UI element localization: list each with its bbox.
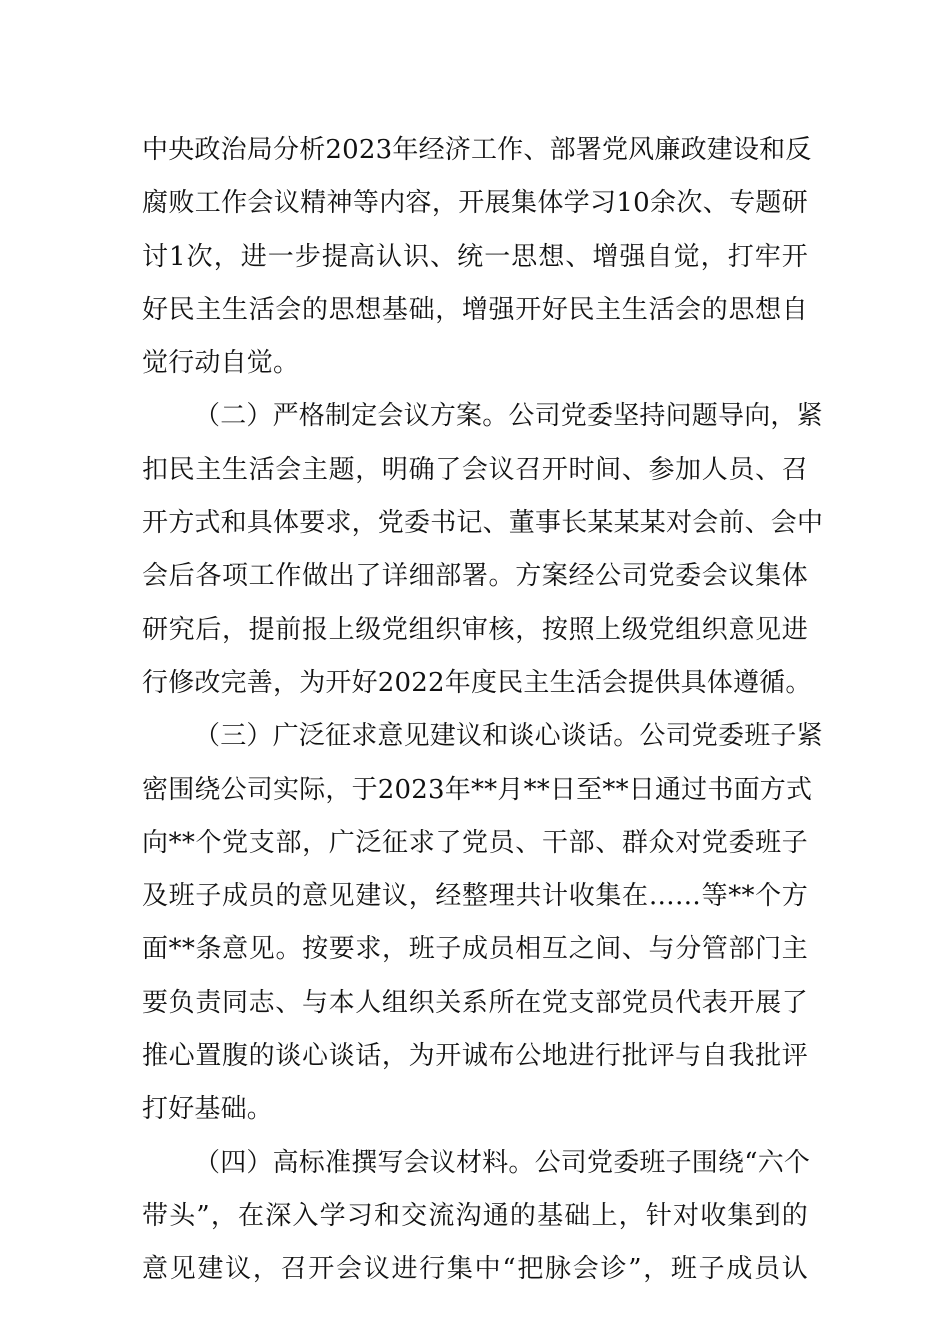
text-line: 要负责同志、与本人组织关系所在党支部党员代表开展了 — [142, 987, 808, 1018]
text-line: 开方式和具体要求，党委书记、董事长某某某对会前、会中 — [142, 508, 824, 539]
text-line: 带头”，在深入学习和交流沟通的基础上，针对收集到的 — [142, 1200, 808, 1231]
text-line: 面**条意见。按要求，班子成员相互之间、与分管部门主 — [142, 934, 808, 965]
text-line: 及班子成员的意见建议，经整理共计收集在……等**个方 — [142, 881, 808, 912]
text-line: 腐败工作会议精神等内容，开展集体学习10余次、专题研 — [142, 188, 808, 219]
text-line: 好民主生活会的思想基础，增强开好民主生活会的思想自 — [142, 294, 808, 325]
text-line: 扣民主生活会主题，明确了会议召开时间、参加人员、召 — [142, 454, 808, 485]
paragraph-first-line: （三）广泛征求意见建议和谈心谈话。公司党委班子紧 — [194, 721, 823, 752]
text-line: 会后各项工作做出了详细部署。方案经公司党委会议集体 — [142, 561, 808, 592]
text-line: 中央政治局分析2023年经济工作、部署党风廉政建设和反 — [142, 135, 812, 165]
text-line: 向**个党支部，广泛征求了党员、干部、群众对党委班子 — [142, 827, 808, 858]
paragraph-first-line: （四）高标准撰写会议材料。公司党委班子围绕“六个 — [194, 1147, 811, 1178]
text-line: 推心置腹的谈心谈话，为开诚布公地进行批评与自我批评 — [142, 1041, 808, 1072]
paragraph-first-line: （二）严格制定会议方案。公司党委坚持问题导向，紧 — [194, 401, 823, 432]
text-line: 觉行动自觉。 — [142, 348, 300, 379]
text-line: 讨1次，进一步提高认识、统一思想、增强自觉，打牢开 — [142, 241, 808, 272]
text-line: 密围绕公司实际，于2023年**月**日至**日通过书面方式 — [142, 774, 813, 805]
text-line: 意见建议，召开会议进行集中“把脉会诊”，班子成员认 — [142, 1254, 808, 1285]
text-line: 研究后，提前报上级党组织审核，按照上级党组织意见进 — [142, 614, 808, 645]
text-line: 打好基础。 — [142, 1094, 274, 1125]
body-text — [142, 124, 824, 1297]
text-line: 行修改完善，为开好2022年度民主生活会提供具体遵循。 — [142, 667, 812, 698]
